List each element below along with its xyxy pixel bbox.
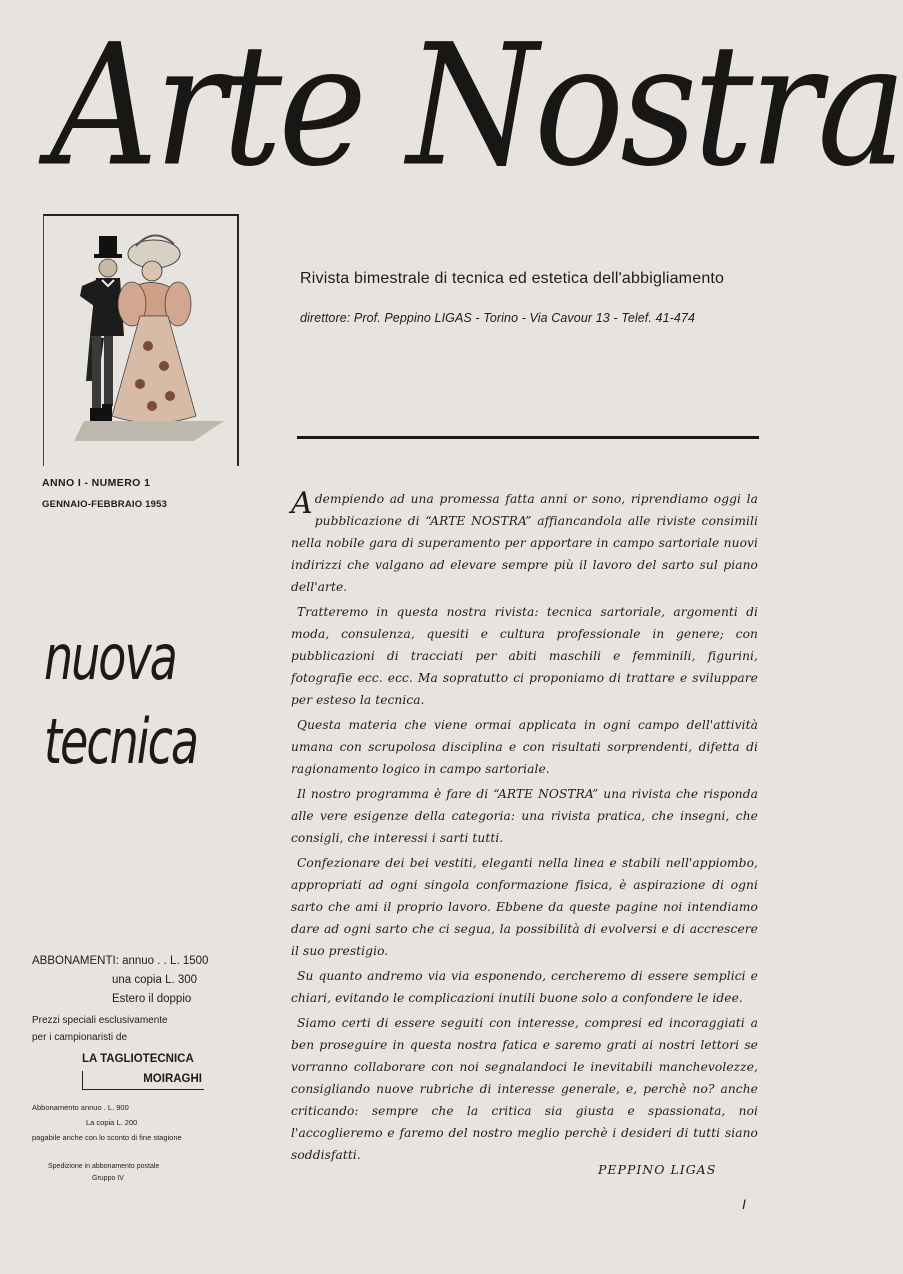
article-paragraph: Su quanto andremo via via esponendo, cercheremo di essere semplici e chiari, evitando le complicazioni inutili buone solo a confondere le idee. [291,969,758,1005]
article-paragraph: Adempiendo ad una promessa fatta anni or sono, riprendiamo oggi la pubblicazione di “ARTE NOSTRA” affiancandola alle riviste consimili nella nobile gara di superamento per apportare in campo sartoriale nuovi indirizzi che valgano ad elevare sempre più il lavoro del sarto sul piano dell'arte. [291,486,758,594]
article-paragraph: Confezionare dei bei vestiti, eleganti nella linea e stabili nell'appiombo, appropriati ad ogni singola conformazione fisica, è aspirazione di ogni sarto che ami il proprio lavoro. Ebbene da queste pagine noi intendiamo dare ad ogni sarto che ci segua, la possibilità di evolversi e di accrescere il suo prestigio. [291,856,758,958]
fine-annual: Abbonamento annuo . L. 900 [32,1103,129,1112]
subscription-block [32,952,272,1009]
promo-line-1: Prezzi speciali esclusivamente [32,1015,168,1026]
subscription-copy: una copia L. 300 [112,974,198,986]
director-line: direttore: Prof. Peppino LIGAS - Torino - Via Cavour 13 - Telef. 41-474 [300,311,696,325]
postal-line-1: Spedizione in abbonamento postale [48,1163,160,1170]
fine-copy: La copia L. 200 [86,1118,138,1127]
fashion-illustration [43,214,239,466]
promo-line-2: per i campionaristi de [32,1032,128,1043]
issue-number: ANNO I - NUMERO 1 [42,477,151,489]
feature-word-nuova: nuova [44,621,176,694]
couple-figure-image [44,216,238,466]
brand-tagliotecnica: LA TAGLIOTECNICA [82,1053,194,1065]
header-divider [297,436,759,439]
brand-moiraghi: MOIRAGHI [143,1073,202,1085]
page-mark: I [742,1196,746,1212]
fine-payment: pagabile anche con lo sconto di fine stagione [32,1133,182,1142]
feature-word-tecnica: tecnica [44,705,198,778]
promo-block [32,1012,272,1046]
masthead-title: Arte Nostra [50,9,903,204]
article-paragraph: Tratteremo in questa nostra rivista: tecnica sartoriale, argomenti di moda, consulenza, quesiti e cultura professionale in genere; con pubblicazioni di tracciati per abiti maschili e femminili, figurini, fotografie ecc. ecc. Ma sopratutto ci proponiamo di trattare e sviluppare per esteso la tecnica. [291,605,758,707]
postal-line-2: Gruppo IV [92,1175,124,1182]
article-paragraph: Siamo certi di essere seguiti con interesse, compresi ed incoraggiati a ben proseguire in questa nostra fatica e saremo grati ai nostri lettori se vorranno collaborare con noi segnalandoci le inevitabili manchevolezze, consigliando nuove rubriche di interesse generale, e, perchè no? anche criticando: sempre che la critica sia giusta e spassionata, noi l'accoglieremo e faremo del nostro meglio perchè i desideri di tutti siano soddisfatti. [291,1016,758,1162]
brand-moiraghi-box [82,1071,204,1090]
article-paragraph: Questa materia che viene ormai applicata in ogni campo dell'attività umana con scrupolosa disciplina e con risultati sorprendenti, difetta di ragionamento logico in campo sartoriale. [291,718,758,776]
author-signature: PEPPINO LIGAS [598,1162,717,1177]
subscription-annual: ABBONAMENTI: annuo . . L. 1500 [32,955,209,967]
drop-cap: A [291,486,313,521]
article-paragraph: Il nostro programma è fare di “ARTE NOSTRA” una rivista che risponda alle vere esigenze della categoria: una rivista pratica, che insegni, che consigli, che interessi i sarti tutti. [291,787,758,845]
editorial-article [291,488,758,1169]
issue-date: GENNAIO-FEBBRAIO 1953 [42,499,168,510]
magazine-subtitle: Rivista bimestrale di tecnica ed estetica dell'abbigliamento [300,270,725,287]
subscription-abroad: Estero il doppio [112,993,192,1005]
